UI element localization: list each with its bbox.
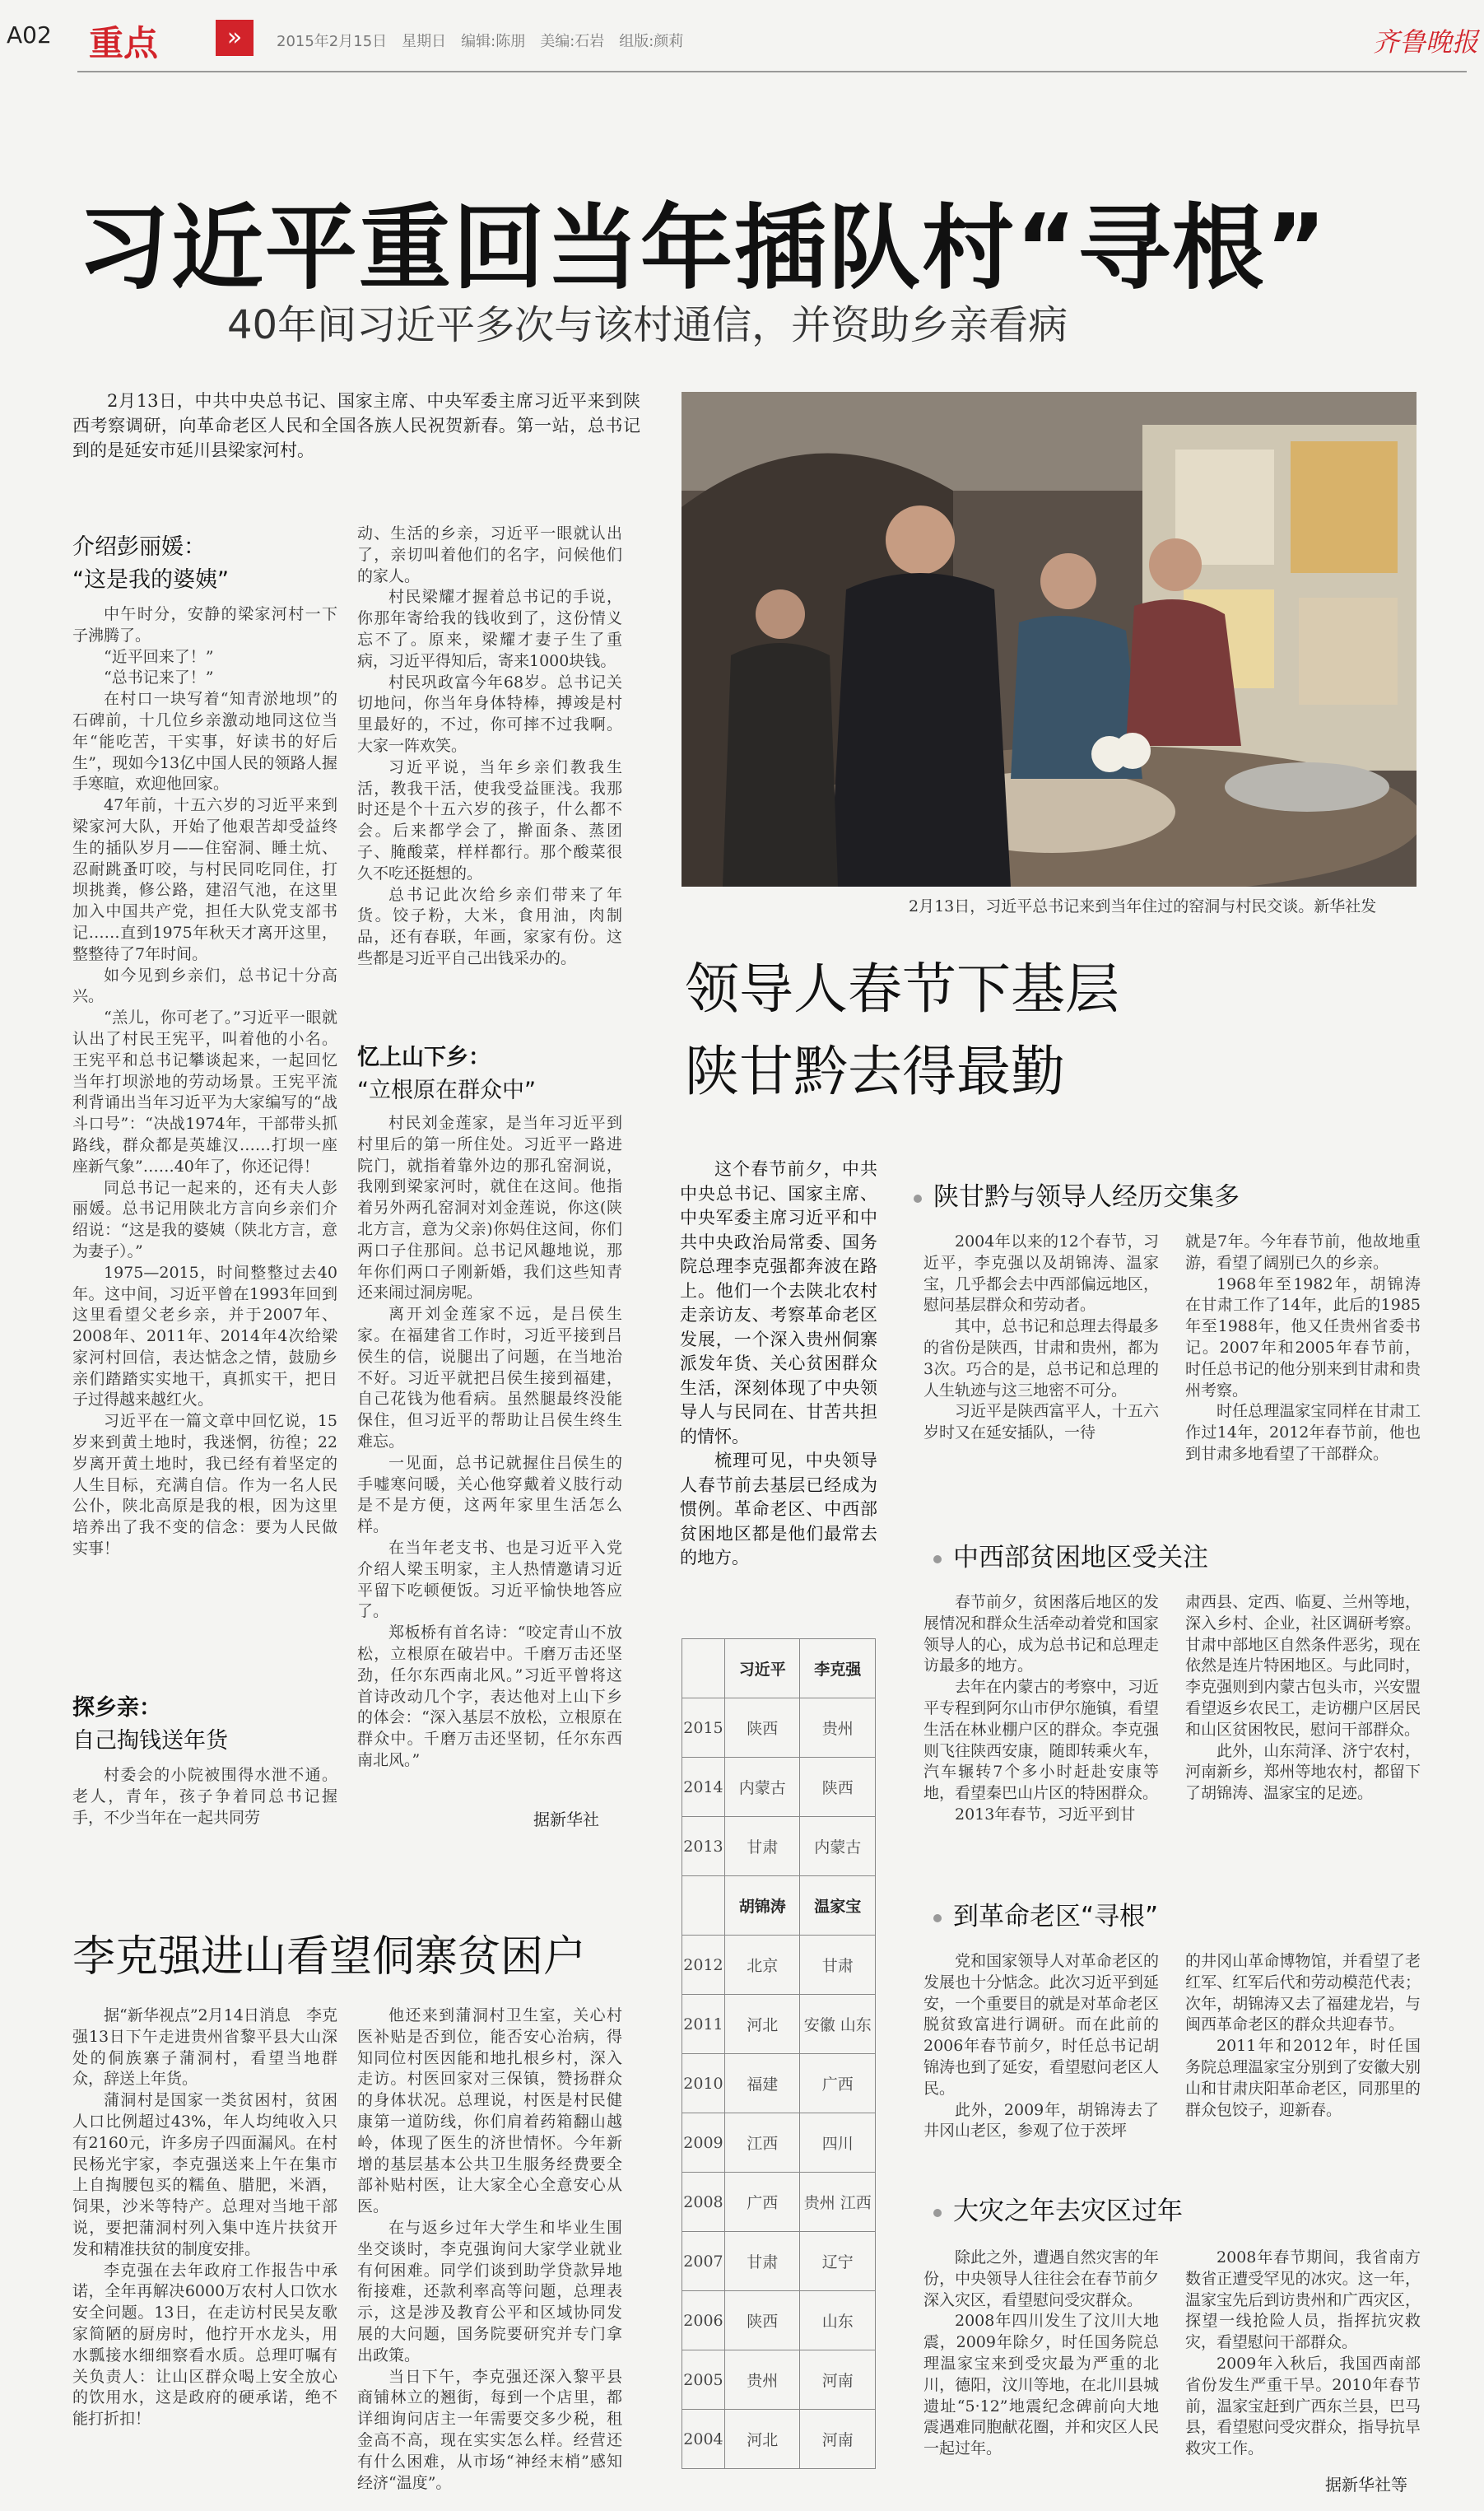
story1-column1-b: 村委会的小院被围得水泄不通。老人，青年，孩子争着同总书记握手，不少当年在一起共同劳 bbox=[72, 1766, 337, 1827]
story2-section3-col-b: 的井冈山革命博物馆，并看望了老红军、红军后代和劳动模范代表；次年，胡锦涛又去了福建龙岩，与闽西革命老区的群众共迎春节。 2011年和2012年，时任国务院总理温家宝分别到了安徽大别山和甘肃庆阳革命老区，同那里的群众包饺子，迎新春。 bbox=[1185, 1952, 1421, 2119]
story2-credit: 据新华社等 bbox=[1325, 2475, 1407, 2495]
story2-section4-col-a: 除此之外，遭遇自然灾害的年份，中央领导人往往会在春节前夕深入灾区，看望慰问受灾群众。 2008年四川发生了汶川大地震，2009年除夕，时任国务院总理温家宝来到受灾最为严重的北川，德阳，汶川等地，在北川县城遗址“5·12”地震纪念碑前向大地震遇难同胞献花圈，并和灾区人民一起过年。 bbox=[923, 2248, 1159, 2458]
table-row: 2011 河北 安徽 山东 bbox=[682, 1995, 876, 2054]
section-name: 重点 bbox=[89, 23, 159, 63]
section-label bbox=[77, 13, 258, 61]
story1-column2-b: 村民刘金莲家，是当年习近平到村里后的第一所住处。习近平一路进院门，就指着靠外边的那孔窑洞说，我刚到梁家河时，就住在这间。他指着另外两孔窑洞对刘金莲说，你这(陕北方言，意为父亲)你妈住这间，你们两口子住那间。总书记风趣地说，那年你们两口子刚新婚，我们这些知青还来闹过洞房呢。 离开刘金莲家不远，是吕侯生家。在福建省工作时，习近平接到吕侯生的信，说腿出了问题，在当地治不好。习近平就把吕侯生接到福建，自己花钱为他看病。虽然腿最终没能保住，但习近平的帮助让吕侯生终生难忘。 一见面，总书记就握住吕侯生的手嘘寒问暖，关心他穿戴着义肢行动是不是方便，这两年家里生活怎么样。 在当年老支书、也是习近平入党介绍人梁玉明家，主人热情邀请习近平留下吃顿便饭。习近平愉快地答应了。 郑板桥有首名诗：“咬定青山不放松，立根原在破岩中。千磨万击还坚劲，任尔东西南北风。”习近平曾将这首诗改动几个字，表达他对上山下乡的体会：“深入基层不放松，立根原在群众中。千磨万击还坚韧，任尔东西南北风。” bbox=[357, 1114, 622, 1769]
issue-meta: 2015年2月15日 星期日 编辑:陈朋 美编:石岩 组版:颜莉 bbox=[277, 33, 684, 50]
table-row: 2009 江西 四川 bbox=[682, 2113, 876, 2173]
story2-section1-title: 陕甘黔与领导人经历交集多 bbox=[914, 1176, 1240, 1213]
table-row: 2008 广西 贵州 江西 bbox=[682, 2173, 876, 2232]
story2-title-line1: 领导人春节下基层 bbox=[685, 957, 1119, 1021]
story2-section3-title: 到革命老区“寻根” bbox=[933, 1895, 1158, 1932]
story2-section1-col-b: 就是7年。今年春节前，他故地重游，看望了阔别已久的乡亲。 1968年至1982年，胡锦涛在甘肃工作了14年，此后的1985年至1988年，他又任贵州省委书记。2007年和2005年春节前，时任总书记的他分别来到甘肃和贵州考察。 时任总理温家宝同样在甘肃工作过14年，2012年春节前，他也到甘肃多地看望了干部群众。 bbox=[1185, 1232, 1421, 1463]
headline: 习近平重回当年插队村“寻根” bbox=[77, 195, 1328, 302]
story1-column1: 中午时分，安静的梁家河村一下子沸腾了。 “近平回来了！” “总书记来了！” 在村口一块写着“知青淤地坝”的石碑前，十几位乡亲激动地同这位当年“能吃苦，干实事，好读书的好后生”，现如今13亿中国人民的领路人握手寒暄，欢迎他回家。 47年前，十五六岁的习近平来到梁家河大队，开始了他艰苦却受益终生的插队岁月——住窑洞、睡土炕、忍耐跳蚤叮咬，与村民同吃同住，打坝挑粪，修公路，建沼气池，在这里加入中国共产党，担任大队党支部书记……直到1975年秋天才离开这里，整整待了7年时间。 如今见到乡亲们，总书记十分高兴。 “羔儿，你可老了。”习近平一眼就认出了村民王宪平，叫着他的小名。王宪平和总书记攀谈起来，一起回忆当年打坝淤地的劳动场景。王宪平流利背诵出当年习近平为大家编写的“战斗口号”：“决战1974年，干部带头抓路线，群众都是英雄汉……打坝一座座新气象”……40年了，你还记得！ 同总书记一起来的，还有夫人彭丽媛。总书记用陕北方言向乡亲们介绍说：“这是我的婆姨（陕北方言，意为妻子）。” 1975—2015，时间整整过去40年。这中间，习近平曾在1993年回到这里看望父老乡亲，并于2007年、2008年、2011年、2014年4次给梁家河村回信，表达惦念之情，鼓励乡亲们踏踏实实地干，真抓实干，把日子过得越来越红火。 习近平在一篇文章中回忆说，15岁来到黄土地时，我迷惘，彷徨；22岁离开黄土地时，我已经有着坚定的人生目标，充满自信。作为一名人民公仆，陕北高原是我的根，因为这里培养出了我不变的信念：要为人民做实事！ bbox=[72, 605, 337, 1558]
table-row: 2007 甘肃 辽宁 bbox=[682, 2232, 876, 2291]
table-row: 2006 陕西 山东 bbox=[682, 2291, 876, 2350]
table-header-row: 胡锦涛 温家宝 bbox=[682, 1876, 876, 1936]
table-row: 2014 内蒙古 陕西 bbox=[682, 1758, 876, 1817]
story2-section4-col-b: 2008年春节期间，我省南方数省正遭受罕见的冰灾。这一年，温家宝先后到访贵州和广西灾区，探望一线抢险人员，指挥抗灾救灾，看望慰问干部群众。 2009年入秋后，我国西南部省份发生严重干旱。2010年春节前，温家宝赶到广西东兰县，巴马县，看望慰问受灾群众，指导抗旱救灾工作。 bbox=[1185, 2248, 1421, 2458]
story1-sub1-quote: “这是我的婆姨” bbox=[72, 567, 229, 593]
header-rule bbox=[77, 71, 1467, 72]
story2-section2-title: 中西部贫困地区受关注 bbox=[933, 1536, 1208, 1573]
table-row: 2015 陕西 贵州 bbox=[682, 1698, 876, 1758]
table-row: 2010 福建 广西 bbox=[682, 2054, 876, 2113]
story1-sub2-quote: 自己掏钱送年货 bbox=[72, 1728, 228, 1754]
photo-illustration bbox=[682, 392, 1417, 887]
story1-sub3-title: 忆上山下乡： bbox=[357, 1045, 491, 1070]
story1-column2: 动、生活的乡亲，习近平一眼就认出了，亲切叫着他们的名字，问候他们的家人。 村民梁耀才握着总书记的手说，你那年寄给我的钱收到了，这份情义忘不了。原来，梁耀才妻子生了重病，习近平得知后，寄来1000块钱。 村民巩政富今年68岁。总书记关切地问，你当年身体特棒，搏竣是村里最好的，不过，你可摔不过我啊。大家一阵欢笑。 习近平说，当年乡亲们教我生活，教我干活，使我受益匪浅。我那时还是个十五六岁的孩子，什么都不会。后来都学会了，擀面条、蒸团子、腌酸菜，样样都行。那个酸菜很久不吃还挺想的。 总书记此次给乡亲们带来了年货。饺子粉，大米，食用油，肉制品，还有春联，年画，家家有份。这些都是习近平自己出钱采办的。 bbox=[357, 524, 622, 967]
bullet-icon bbox=[933, 1914, 942, 1922]
table-row: 2004 河北 河南 bbox=[682, 2410, 876, 2469]
subheadline: 40年间习近平多次与该村通信，并资助乡亲看病 bbox=[227, 302, 1068, 348]
story2-lead: 这个春节前夕，中共中央总书记、国家主席、中央军委主席习近平和中共中央政治局常委、国务院总理李克强都奔波在路上。他们一个去陕北农村走亲访友、考察革命老区发展，一个深入贵州侗寨派发年货、关心贫困群众生活，深刻体现了中央领导人与民同在、甘苦共担的情怀。 梳理可见，中央领导人春节前去基层已经成为惯例。革命老区、中西部贫困地区都是他们最常去的地方。 bbox=[680, 1159, 877, 1568]
news-photo bbox=[682, 392, 1417, 887]
lead-paragraph: 2月13日，中共中央总书记、国家主席、中央军委主席习近平来到陕西考察调研，向革命老区人民和全国各族人民祝贺新春。第一站，总书记到的是延安市延川县梁家河村。 bbox=[72, 391, 640, 460]
leaders-table bbox=[682, 1638, 876, 2469]
photo-caption: 2月13日，习近平总书记来到当年住过的窑洞与村民交谈。新华社发 bbox=[909, 897, 1377, 915]
story3-col-a: 据“新华视点”2月14日消息 李克强13日下午走进贵州省黎平县大山深处的侗族寨子蒲洞村，看望当地群众，辞送上年货。 蒲洞村是国家一类贫困村，贫困人口比例超过43%，年人均纯收入只有2160元，许多房子四面漏风。在村民杨光宇家，李克强送来上午在集市上自掏腰包买的糯鱼、腊肥，米酒，饲果，沙米等特产。总理对当地干部说，要把蒲洞村列入集中连片扶贫开发和精准扶贫的制度安排。 李克强在去年政府工作报告中承诺，全年再解决6000万农村人口饮水安全问题。13日，在走访村民吴友歌家简陋的厨房时，他拧开水龙头，用水瓢接水细细察看水质。总理叮嘱有关负责人：让山区群众喝上安全放心的饮用水，这是政府的硬承诺，绝不能打折扣！ bbox=[72, 2006, 337, 2429]
table-row: 2012 北京 甘肃 bbox=[682, 1936, 876, 1995]
story2-section4-title: 大灾之年去灾区过年 bbox=[933, 2190, 1183, 2227]
table-header-row: 习近平 李克强 bbox=[682, 1639, 876, 1698]
story1-sub1-title: 介绍彭丽媛： bbox=[72, 534, 206, 560]
story2-section2-col-b: 肃西县、定西、临夏、兰州等地，深入乡村、企业，社区调研考察。甘肃中部地区自然条件恶劣，现在依然是连片特困地区。与此同时，李克强则到内蒙古包头市，兴安盟看望返乡农民工，走访棚户区居民和山区贫困牧民，慰问干部群众。 此外，山东菏泽、济宁农村，河南新乡，郑州等地农村，都留下了胡锦涛、温家宝的足迹。 bbox=[1185, 1593, 1421, 1803]
bullet-icon bbox=[933, 1555, 942, 1563]
story2-section1-col-a: 2004年以来的12个春节，习近平，李克强以及胡锦涛、温家宝，几乎都会去中西部偏远地区，慰问基层群众和劳动者。 其中，总书记和总理去得最多的省份是陕西，甘肃和贵州，都为3次。巧合的是，总书记和总理的人生轨迹与这三地密不可分。 习近平是陕西富平人，十五六岁时又在延安插队，一待 bbox=[923, 1232, 1159, 1442]
story3-title: 李克强进山看望侗寨贫困户 bbox=[72, 1932, 587, 1982]
bullet-icon bbox=[933, 2209, 942, 2217]
story2-section3-col-a: 党和国家领导人对革命老区的发展也十分惦念。此次习近平到延安，一个重要目的就是对革命老区脱贫致富进行调研。而在此前的2006年春节前夕，时任总书记胡锦涛也到了延安，看望慰问老区人民。 此外，2009年，胡锦涛去了井冈山老区，参观了位于茨坪 bbox=[923, 1952, 1159, 2141]
story1-credit: 据新华社 bbox=[533, 1810, 599, 1829]
table-row: 2005 贵州 河南 bbox=[682, 2350, 876, 2410]
newspaper-logo: 齐鲁晚报 bbox=[1373, 26, 1479, 58]
story1-sub2-title: 探乡亲： bbox=[72, 1695, 161, 1721]
story2-title-line2: 陕甘黔去得最勤 bbox=[685, 1040, 1065, 1103]
bullet-icon bbox=[914, 1195, 922, 1203]
story3-col-b: 他还来到蒲洞村卫生室，关心村医补贴是否到位，能否安心治病，得知同位村医因能和地扎根乡村，深入走访。村医回家对三保镇，赞扬群众的身体状况。总理说，村医是村民健康第一道防线，你们肩着药箱翻山越岭，体现了医生的济世情怀。今年新增的基层基本公共卫生服务经费要全部补贴村医，让大家全心全意安心从医。 在与返乡过年大学生和毕业生围坐交谈时，李克强询问大家学业就业有何困难。同学们谈到助学贷款异地衔接难，还款利率高等问题，总理表示，这是涉及教育公平和区域协同发展的大问题，国务院要研究并专门拿出政策。 当日下午，李克强还深入黎平县商铺林立的翘街，每到一个店里，都详细询问店主一年需要交多少税，租金高不高，现在实实怎么样。经营还有什么困难，从市场“神经末梢”感知经济“温度”。 bbox=[357, 2006, 622, 2492]
table-row: 2013 甘肃 内蒙古 bbox=[682, 1817, 876, 1876]
page-number: A02 bbox=[7, 21, 52, 49]
section-arrow-icon: » bbox=[216, 20, 254, 56]
story1-sub3-quote: “立根原在群众中” bbox=[357, 1078, 536, 1103]
story2-section2-col-a: 春节前夕，贫困落后地区的发展情况和群众生活牵动着党和国家领导人的心，成为总书记和总理走访最多的地方。 去年在内蒙古的考察中，习近平专程到阿尔山市伊尔施镇，看望生活在林业棚户区的群众。李克强则飞往陕西安康，随即转乘火车，汽车辗转7个多小时赶赴安康等地，看望秦巴山片区的特困群众。 2013年春节，习近平到甘 bbox=[923, 1593, 1159, 1824]
